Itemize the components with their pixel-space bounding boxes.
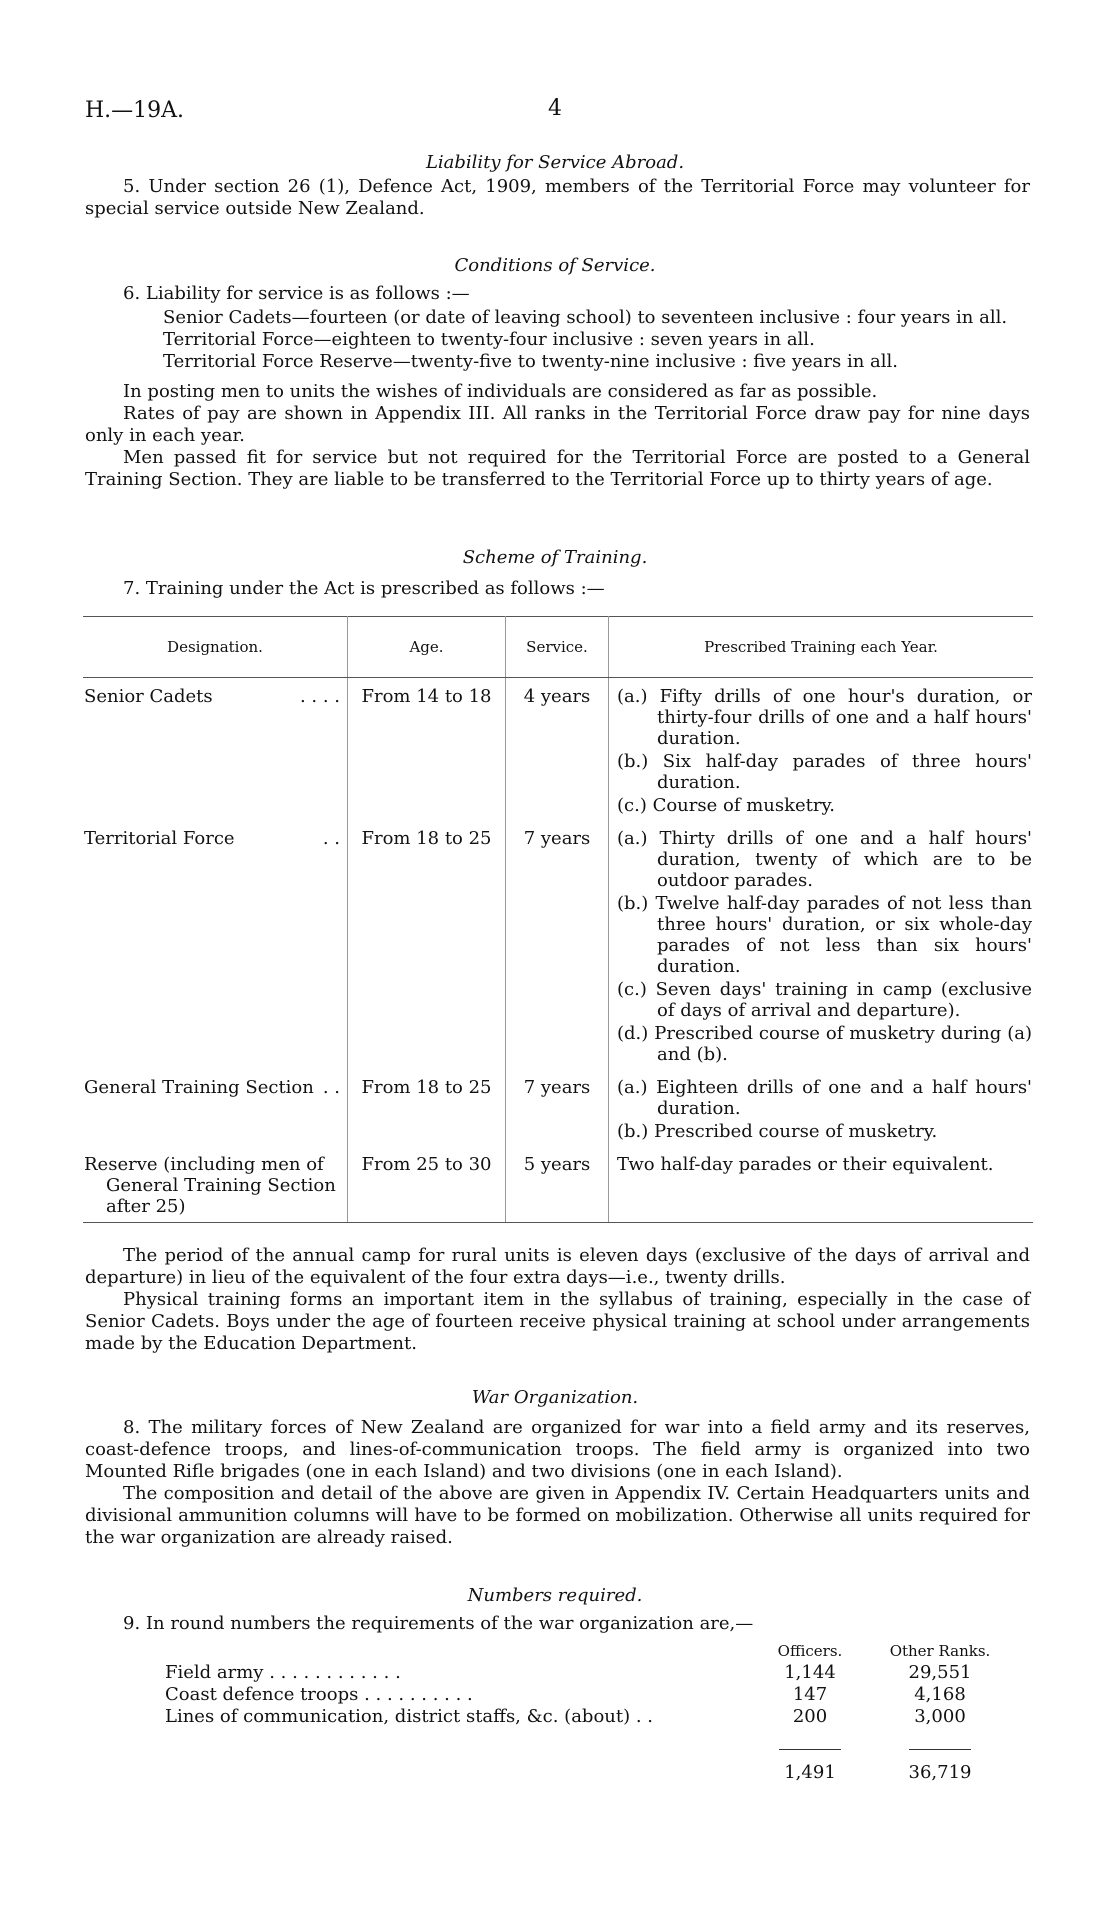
training-item: (b.) Prescribed course of musketry. (617, 1121, 938, 1142)
paragraph-9: 9. In round numbers the requirements of the war organization are,— (123, 1613, 754, 1634)
leader-dots: . . (322, 828, 340, 849)
table-row (165, 1706, 1015, 1728)
paragraph-posting: In posting men to units the wishes of individuals are considered as far as possible. (123, 381, 878, 402)
training-item: Two half-day parades or their equivalent. (617, 1154, 994, 1175)
rule-row (165, 1728, 1015, 1756)
liability-list-item: Territorial Force—eighteen to twenty-four inclusive : seven years in all. (163, 329, 815, 350)
training-table-header (83, 617, 1033, 678)
designation: Senior Cadets (84, 686, 213, 707)
service-period: 7 years (506, 820, 609, 1069)
designation: Territorial Force (84, 828, 235, 849)
leader-dots: . . . . (299, 686, 340, 707)
training-table (83, 616, 1033, 1223)
training-item: (b.) Six half-day parades of three hours' duration. (617, 751, 1032, 793)
sum-rule (779, 1749, 841, 1750)
training-item: (b.) Twelve half-day parades of not less than three hours' duration, or six whole-day parades of not less than six hours' duration. (617, 893, 1032, 977)
training-item: (c.) Course of musketry. (617, 795, 836, 816)
paragraph-pay: Rates of pay are shown in Appendix III. All ranks in the Territorial Force draw pay for nine days only in each year. (85, 403, 1030, 446)
officers-value: 1,144 (784, 1662, 836, 1683)
total-officers: 1,491 (784, 1762, 836, 1783)
leader-dots: . . (322, 1077, 340, 1098)
paragraph-general-training: Men passed fit for service but not required for the Territorial Force are posted to a General Training Section. They are liable to be transferred to the Territorial Force up to thirty years of age. (85, 447, 1030, 490)
heading-numbers: Numbers required. (467, 1585, 643, 1606)
column-header-designation: Designation. (83, 617, 348, 678)
heading-scheme: Scheme of Training. (462, 547, 648, 568)
training-item: (a.) Eighteen drills of one and a half hours' duration. (617, 1077, 1032, 1119)
paragraph-composition: The composition and detail of the above are given in Appendix IV. Certain Headquarters units and divisional ammunition columns will have to be formed on mobilization. Otherwise all units required for the war organization are already raised. (85, 1483, 1030, 1548)
other-ranks-value: 4,168 (914, 1684, 966, 1705)
paragraph-annual-camp: The period of the annual camp for rural units is eleven days (exclusive of the days of arrival and departure) in lieu of the equivalent of the four extra days—i.e., twenty drills. (85, 1245, 1030, 1288)
training-item: (c.) Seven days' training in camp (exclusive of days of arrival and departure). (617, 979, 1032, 1021)
other-ranks-value: 3,000 (914, 1706, 966, 1727)
document-reference: H.—19A. (85, 98, 185, 123)
paragraph-8: 8. The military forces of New Zealand are organized for war into a field army and its reserves, coast-defence troops, and lines-of-communication troops. The field army is organized into two Mounted Rifle brigades (one in each Island) and two divisions (one in each Island). (85, 1417, 1030, 1482)
training-item: (a.) Fifty drills of one hour's duration, or thirty-four drills of one and a half hours' duration. (617, 686, 1032, 749)
service-period: 7 years (506, 1069, 609, 1146)
table-row (83, 820, 1033, 1069)
officers-value: 200 (792, 1706, 828, 1727)
paragraph-6: 6. Liability for service is as follows :— (123, 283, 470, 304)
row-label: Field army . . . . . . . . . . . . (165, 1662, 401, 1683)
other-ranks-value: 29,551 (908, 1662, 972, 1683)
service-period: 5 years (506, 1146, 609, 1223)
age-range: From 18 to 25 (348, 1069, 506, 1146)
designation: General Training Section (84, 1077, 314, 1098)
column-header-officers: Officers. (777, 1642, 843, 1660)
age-range: From 18 to 25 (348, 820, 506, 1069)
officers-value: 147 (792, 1684, 828, 1705)
numbers-header-row (165, 1640, 1015, 1662)
table-row (83, 1146, 1033, 1223)
numbers-table (165, 1640, 1015, 1784)
liability-list-item: Territorial Force Reserve—twenty-five to twenty-nine inclusive : five years in all. (163, 351, 898, 372)
table-row (83, 1069, 1033, 1146)
table-row (165, 1684, 1015, 1706)
heading-liability: Liability for Service Abroad. (425, 152, 685, 173)
heading-conditions: Conditions of Service. (454, 255, 656, 276)
column-header-service: Service. (506, 617, 609, 678)
column-header-age: Age. (348, 617, 506, 678)
row-label: Lines of communication, district staffs, &c. (about) . . (165, 1706, 654, 1727)
column-header-other-ranks: Other Ranks. (889, 1642, 991, 1660)
paragraph-7: 7. Training under the Act is prescribed as follows :— (123, 578, 605, 599)
training-item: (a.) Thirty drills of one and a half hours' duration, twenty of which are to be outdoor parades. (617, 828, 1032, 891)
age-range: From 25 to 30 (348, 1146, 506, 1223)
column-header-training: Prescribed Training each Year. (609, 617, 1034, 678)
table-row (83, 678, 1033, 821)
paragraph-5: 5. Under section 26 (1), Defence Act, 1909, members of the Territorial Force may volunteer for special service outside New Zealand. (85, 176, 1030, 219)
heading-war-organization: War Organization. (471, 1387, 639, 1408)
row-label: Coast defence troops . . . . . . . . . . (165, 1684, 473, 1705)
table-row (165, 1662, 1015, 1684)
total-other-ranks: 36,719 (908, 1762, 972, 1783)
age-range: From 14 to 18 (348, 678, 506, 821)
training-item: (d.) Prescribed course of musketry during (a) and (b). (617, 1023, 1032, 1065)
service-period: 4 years (506, 678, 609, 821)
total-row (165, 1756, 1015, 1784)
page-number: 4 (548, 96, 562, 121)
designation: Reserve (including men of General Training Section after 25) (84, 1154, 336, 1217)
paragraph-physical-training: Physical training forms an important item in the syllabus of training, especially in the case of Senior Cadets. Boys under the age of fourteen receive physical training at school under arrangements made by the Education Department. (85, 1289, 1030, 1354)
sum-rule (909, 1749, 971, 1750)
liability-list-item: Senior Cadets—fourteen (or date of leaving school) to seventeen inclusive : four years in all. (163, 307, 1008, 328)
